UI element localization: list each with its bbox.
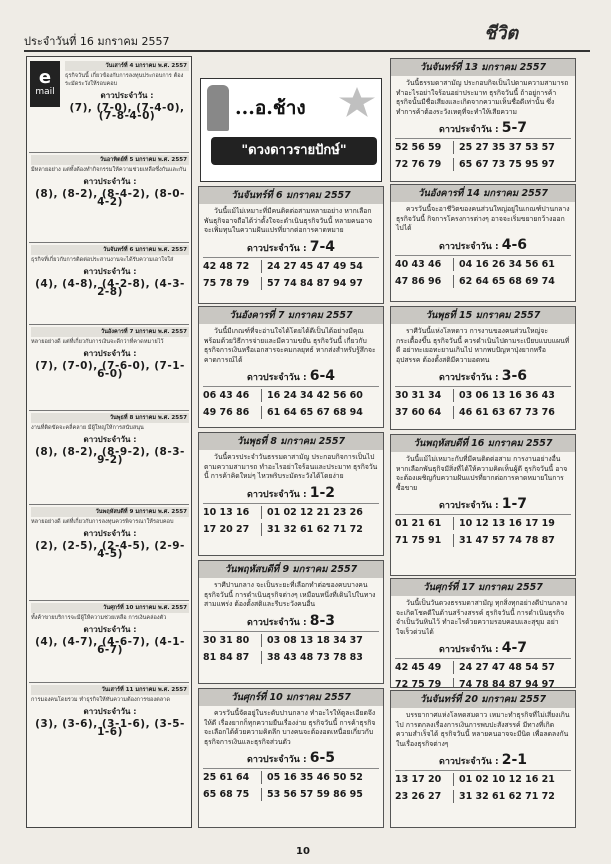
day-card-label (199, 239, 383, 255)
banner-subtitle: "ดวงดาวรายปักษ์" (211, 137, 377, 165)
header-rule (24, 50, 590, 52)
number-group: 57 74 84 87 94 97 (261, 277, 363, 290)
number-group: 31 47 57 74 78 87 (453, 534, 555, 547)
number-group: 81 84 87 (203, 651, 250, 663)
day-card-label (391, 368, 575, 384)
label-text: ดาวประจำวัน : (246, 489, 307, 500)
day-card-text: ควรวันนี้จะอาชีวิตของคนส่วนใหญ่อยู่ในเกณฑ์ปานกลาง ธุรกิจวันนี้ กิจการโครงการต่างๆ อาจจะเริ่มขยายกว้างออกไปได้ (396, 205, 570, 232)
email-icon: e mail (30, 61, 60, 107)
left-entry-numbers: (3), (3-6), (3-1-6), (3-5-1-6) (35, 718, 185, 738)
number-row (199, 275, 383, 292)
day-card (198, 186, 384, 304)
left-entry-label: ดาวประจำวัน : (83, 435, 137, 444)
number-group: 06 43 46 (203, 390, 250, 401)
number-group: 25 61 64 (203, 772, 250, 783)
day-card (390, 306, 576, 430)
day-card (198, 688, 384, 828)
magazine-logo: ชีวิต (484, 23, 519, 44)
number-group: 01 02 10 12 16 21 (453, 773, 555, 786)
day-card-title: วันจันทร์ที่ 13 มกราคม 2557 (391, 59, 575, 76)
day-card-label (391, 752, 575, 768)
number-row (391, 387, 575, 404)
day-card-text: วันนี้ธรรมดาสามัญ ประกอบกิจเป็นไปตามความสามารถ ทำอะไรอย่าใจร้อนอย่าประมาท ธุรกิจวันนี้ ถ้าอยู่การค้าธุรกิจนั้นมีชื่อเสียงและเกิดจากความเห็นชื่อดีเท่านั้น ซึ่งทำการค้าต้องระวังเหตุที่จะทำให้เสียความ (396, 79, 569, 116)
label-text: ดาวประจำวัน : (438, 645, 499, 655)
number-group: 40 43 46 (395, 258, 442, 270)
number-group: 10 13 16 (203, 506, 250, 518)
number-row (391, 659, 575, 676)
day-card (390, 578, 576, 688)
number-group: 31 32 61 62 71 72 (261, 523, 363, 536)
left-entry-numbers: (7), (7-0), (7-4-0), (7-8-4-0) (69, 102, 185, 122)
day-card-text: บรรยากาศแห่งโลหดสมดาว เหมาะทำธุรกิจที่ไม่เสี่ยงเกินไป การตกลงเรื่องการเงินการพบปะสังสรรค์ มีทางที่เกิดความสำเร็จได้ ธุรกิจวันนี้ หลายคนอาจจะมีนิด เพื่อลดลงกันในเรื่องธุรกิจต่างๆ (396, 711, 570, 748)
number-group: 75 78 79 (203, 277, 250, 289)
number-row (391, 788, 575, 805)
column-banner (200, 78, 382, 182)
number-group: 37 60 64 (395, 407, 442, 418)
number-row (391, 404, 575, 421)
main-number: 1-2 (309, 484, 336, 501)
main-number: 7-4 (309, 238, 336, 255)
day-card-text: วันนี้เป็นวันดวงธรรมดาสามัญ ทุกสิ่งทุกอย่างดีปานกลาง จะเกิดโชคดีในด้านสร้างสรรค์ ธุรกิจวันนี้ การดำเนินธุรกิจจำเป็นวันหินไว้ ทำอะไรด้วยความรอบคอบและสุขุม อย่าใจเร็วด่วนได้ (396, 599, 568, 636)
main-number: 6-5 (309, 750, 336, 766)
day-card-label (199, 750, 383, 766)
header-date: ประจำวันที่ 16 มกราคม 2557 (24, 35, 170, 48)
label-text: ดาวประจำวัน : (246, 617, 307, 628)
left-entry-text: ทั้งค้าขายบริการจะมีผู้ให้ความช่วยเหลือ การเงินคล่องตัว (31, 615, 167, 621)
left-divider (29, 682, 189, 683)
left-entry-date: วันอังคารที่ 7 มกราคม พ.ศ. 2557 (31, 327, 189, 337)
day-card-title: วันพฤหัสบดีที่ 9 มกราคม 2557 (199, 561, 383, 578)
left-entry-numbers: (2), (2-5), (2-4-5), (2-9-4-5) (35, 540, 185, 560)
number-row (199, 504, 383, 521)
left-entry (31, 413, 189, 464)
left-entry-text: งานที่ติดขัดจะคลี่คลาย มีผู้ใหญ่ให้การสนับสนุน (31, 425, 144, 431)
main-number: 3-6 (501, 368, 528, 384)
number-row (391, 273, 575, 290)
day-card-label (391, 120, 575, 136)
left-entry (65, 61, 189, 120)
label-text: ดาวประจำวัน : (246, 755, 307, 765)
number-group: 05 16 35 46 50 52 (261, 771, 363, 784)
day-card-label (391, 237, 575, 253)
left-entry-numbers: (8), (8-2), (8-9-2), (8-3-9-2) (35, 446, 185, 466)
number-group: 72 75 79 (395, 679, 442, 688)
number-row (199, 786, 383, 803)
banner-title: ...อ.ช้าง (235, 97, 306, 119)
left-divider (29, 410, 189, 411)
left-entry (31, 155, 189, 206)
left-divider (29, 242, 189, 243)
day-card (390, 690, 576, 828)
left-entry-text: ธุรกิจวันนี้ เกี่ยวข้องกับการลงทุนประกอบการ ต้องระมัดระวังให้รอบคอบ (65, 73, 184, 87)
number-row (391, 139, 575, 156)
left-entry-date: วันเสาร์ที่ 4 มกราคม พ.ศ. 2557 (65, 61, 189, 71)
day-card-label (199, 613, 383, 629)
number-row (391, 256, 575, 273)
label-text: ดาวประจำวัน : (246, 373, 307, 383)
left-entry-label: ดาวประจำวัน : (83, 267, 137, 276)
left-entry-label: ดาวประจำวัน : (83, 707, 137, 716)
day-card-title: วันจันทร์ที่ 20 มกราคม 2557 (391, 691, 575, 708)
number-group: 31 32 61 62 71 72 (453, 790, 555, 803)
number-group: 62 64 65 68 69 74 (453, 275, 555, 288)
number-group: 47 86 96 (395, 275, 442, 287)
left-entry (31, 685, 189, 736)
number-group: 38 43 48 73 78 83 (261, 651, 363, 664)
number-row (199, 521, 383, 538)
day-card-title: วันพุธที่ 8 มกราคม 2557 (199, 433, 383, 450)
number-row (199, 404, 383, 421)
left-entry-text: ธุรกิจที่เกี่ยวกับการติดต่อประสานงานจะได้รับความเอาใจใส่ (31, 257, 174, 263)
number-row (391, 515, 575, 532)
left-entry-label: ดาวประจำวัน : (100, 91, 154, 100)
number-group: 23 26 27 (395, 791, 442, 802)
day-card (198, 432, 384, 556)
main-number: 2-1 (501, 752, 528, 768)
label-text: ดาวประจำวัน : (438, 501, 499, 511)
number-group: 52 56 59 (395, 142, 442, 153)
number-row (391, 532, 575, 549)
star-badge-icon (339, 87, 375, 117)
number-group: 42 48 72 (203, 260, 250, 272)
left-entry-label: ดาวประจำวัน : (83, 349, 137, 358)
left-entry-date: วันพฤหัสบดีที่ 9 มกราคม พ.ศ. 2557 (31, 507, 189, 517)
number-row (199, 769, 383, 786)
left-entry-numbers: (7), (7-0), (7-6-0), (7-1-6-0) (35, 360, 185, 380)
day-card (390, 434, 576, 576)
day-card-title: วันอังคารที่ 14 มกราคม 2557 (391, 185, 575, 202)
left-divider (29, 152, 189, 153)
left-entry-date: วันจันทร์ที่ 6 มกราคม พ.ศ. 2557 (31, 245, 189, 255)
main-number: 5-7 (501, 120, 528, 136)
day-card-label (199, 485, 383, 501)
number-group: 25 27 35 37 53 57 (453, 141, 555, 154)
number-group: 42 45 49 (395, 662, 442, 673)
left-divider (29, 600, 189, 601)
number-row (199, 258, 383, 275)
number-row (391, 676, 575, 688)
label-text: ดาวประจำวัน : (438, 125, 499, 135)
number-group: 24 27 47 48 54 57 (453, 661, 555, 674)
left-entry (31, 327, 189, 378)
left-entry-date: วันอาทิตย์ที่ 5 มกราคม พ.ศ. 2557 (31, 155, 189, 165)
day-card-title: วันศุกร์ที่ 17 มกราคม 2557 (391, 579, 575, 596)
left-entry-numbers: (8), (8-2), (8-4-2), (8-0-4-2) (35, 188, 185, 208)
day-card-label (391, 640, 575, 656)
day-card-label (391, 496, 575, 512)
number-group: 49 76 86 (203, 407, 250, 418)
day-card (390, 58, 576, 182)
number-row (391, 771, 575, 788)
number-group: 61 64 65 67 68 94 (261, 406, 363, 419)
day-card-text: ควรวันนี้จัดอยู่ในระดับปานกลาง ทำอะไรให้ดูละเอียดจึงให้ดี เรื่องยากก็ทุกความยืนเรื่องง่าย ธุรกิจวันนี้ การค้าธุรกิจจะเลือกได้ด้วยความคิดลึก บางคนจะต้องอดเหนื่อยเกี่ยวกับธุรกิจการเงินและธุรกิจส่วนตัว (204, 709, 376, 746)
main-number: 4-7 (501, 640, 528, 656)
day-card-text: ราศีวันนี้แห่งโลหดาว การงานของคนส่วนใหญ่จะกระเตื้องขึ้น ธุรกิจวันนี้ ควรดำเนินไปตามระเบียบแบบแผนที่ดี อย่าทะเยอทะยานเกินไป หากพบปัญหาปุ่งยากหรืออุปสรรค ต้องตั้งสติมีความอดทน (396, 327, 570, 364)
label-text: ดาวประจำวัน : (438, 757, 499, 767)
number-row (199, 649, 383, 666)
left-divider (29, 504, 189, 505)
number-group: 74 78 84 87 94 97 (453, 678, 555, 688)
number-group: 01 21 61 (395, 518, 442, 529)
day-card-title: วันพฤหัสบดีที่ 16 มกราคม 2557 (391, 435, 575, 452)
main-number: 8-3 (309, 612, 336, 629)
left-entry-date: วันศุกร์ที่ 10 มกราคม พ.ศ. 2557 (31, 603, 189, 613)
left-entry (31, 507, 189, 558)
hand-icon (207, 85, 229, 131)
day-card-text: วันนี้ควรประจำวันธรรมดาสามัญ ประกอบกิจการเป็นไปตามความสามารถ ทำอะไรอย่าใจร้อนและประมาท ธุรกิจวันนี้ การค้าคิดใหม่ๆ ไหวพริบระมัดระวังได้โดยง่าย (204, 453, 378, 480)
number-row (199, 632, 383, 649)
number-group: 65 67 73 75 95 97 (453, 158, 555, 171)
number-group: 10 12 13 16 17 19 (453, 517, 555, 530)
day-card-title: วันจันทร์ที่ 6 มกราคม 2557 (199, 187, 383, 204)
day-card-text: วันนี้มีเกณฑ์ที่จะอ่านใจได้โดยได้ดีเป็นได้อย่างมีคุณพร้อมด้วยวิธีการจ่ายและมีความขยัน ธุรกิจวันนี้ เกี่ยวกับธุรกิจการเงินหรือเอกสารจะคมกลยุทธ์ หากส่งสำหรับรู้สึกจะคาดการณ์ได้ (204, 327, 376, 364)
number-group: 72 76 79 (395, 159, 442, 170)
number-group: 71 75 91 (395, 535, 442, 546)
left-entry-text: มีหลายอย่าง แต่ทั้งต้องทำกิจกรรมให้ความช่วยเหลือซึ่งกันและกัน (31, 167, 187, 173)
label-text: ดาวประจำวัน : (246, 243, 307, 254)
label-text: ดาวประจำวัน : (438, 373, 499, 383)
number-group: 03 06 13 16 36 43 (453, 389, 555, 402)
number-group: 01 02 12 21 23 26 (261, 506, 363, 519)
number-group: 04 16 26 34 56 61 (453, 258, 555, 271)
number-group: 24 27 45 47 49 54 (261, 260, 363, 273)
main-number: 1-7 (501, 496, 528, 512)
page-number: 10 (296, 846, 310, 857)
label-text: ดาวประจำวัน : (438, 241, 499, 252)
day-card (198, 306, 384, 428)
day-card-label (199, 368, 383, 384)
left-entry-text: การมองคนโดยรวม ทำธุรกิจให้ทันความต้องการของตลาด (31, 697, 170, 703)
day-card-text: วันนี้แม้ไม่เหมาะกับที่มีคนติดต่อสาม การงานอย่างอื่นหากเลือกพันธุกิจมีสิ่งที่ได้ให้ความคิดเห็นผู้ดี ธุรกิจวันนี้ อาจจะต้องเผชิญกับความฝันแปรที่ยากต่อการคาดหมายในการซื้อขาย (396, 455, 568, 492)
day-card-title: วันอังคารที่ 7 มกราคม 2557 (199, 307, 383, 324)
main-number: 6-4 (309, 368, 336, 384)
number-group: 53 56 57 59 86 95 (261, 788, 363, 801)
left-entry (31, 603, 189, 654)
left-entry-label: ดาวประจำวัน : (83, 529, 137, 538)
left-entry-numbers: (4), (4-8), (4-2-8), (4-3-2-8) (35, 278, 185, 298)
day-card-text: วันนี้แม้ไม่เหมาะที่มีคนติดต่อสามหลายอย่าง หากเลือกพันธุกิจอาจถือได้ว่าตั้งใจจะดำเนินธุรกิจวันนี้ หลายคนอาจจะเพิ่มทุนในความฝันแปรที่ยากต่อการคาดหมาย (204, 207, 373, 234)
number-row (199, 387, 383, 404)
left-entry-text: หลายอย่างดี แต่ที่เกี่ยวกับการลงทุนควรพิจารณาให้รอบคอบ (31, 519, 174, 525)
number-group: 03 08 13 18 34 37 (261, 634, 363, 647)
day-card (198, 560, 384, 684)
number-group: 65 68 75 (203, 789, 250, 800)
left-entry-date: วันเสาร์ที่ 11 มกราคม พ.ศ. 2557 (31, 685, 189, 695)
number-group: 46 61 63 67 73 76 (453, 406, 555, 419)
number-group: 13 17 20 (395, 774, 442, 785)
number-group: 16 24 34 42 56 60 (261, 389, 363, 402)
left-entry-label: ดาวประจำวัน : (83, 177, 137, 186)
number-row (391, 156, 575, 173)
left-divider (29, 324, 189, 325)
day-card-title: วันศุกร์ที่ 10 มกราคม 2557 (199, 689, 383, 706)
day-card-text: ราศีปานกลาง จะเป็นระยะที่เลือกทำต่อของคบบางคน ธุรกิจวันนี้ การดำเนินธุรกิจต่างๆ เหมือนหนึ่งที่เดินไปในทางสามแพร่ง ต้องตั้งสติและรีบระวังคนอื่น (204, 581, 376, 608)
number-group: 30 31 80 (203, 634, 250, 646)
left-column (26, 56, 192, 828)
left-entry-numbers: (4), (4-7), (4-6-7), (4-1-6-7) (35, 636, 185, 656)
left-entry-date: วันพุธที่ 8 มกราคม พ.ศ. 2557 (31, 413, 189, 423)
main-number: 4-6 (501, 236, 528, 253)
left-entry-text: หลายอย่างดี แต่ที่เกี่ยวกับการเงินจะดีกว่าที่คาดหมายไว้ (31, 339, 164, 345)
number-group: 17 20 27 (203, 523, 250, 535)
day-card (390, 184, 576, 302)
left-entry-label: ดาวประจำวัน : (83, 625, 137, 634)
day-card-title: วันพุธที่ 15 มกราคม 2557 (391, 307, 575, 324)
number-group: 30 31 34 (395, 390, 442, 401)
left-entry (31, 245, 189, 296)
